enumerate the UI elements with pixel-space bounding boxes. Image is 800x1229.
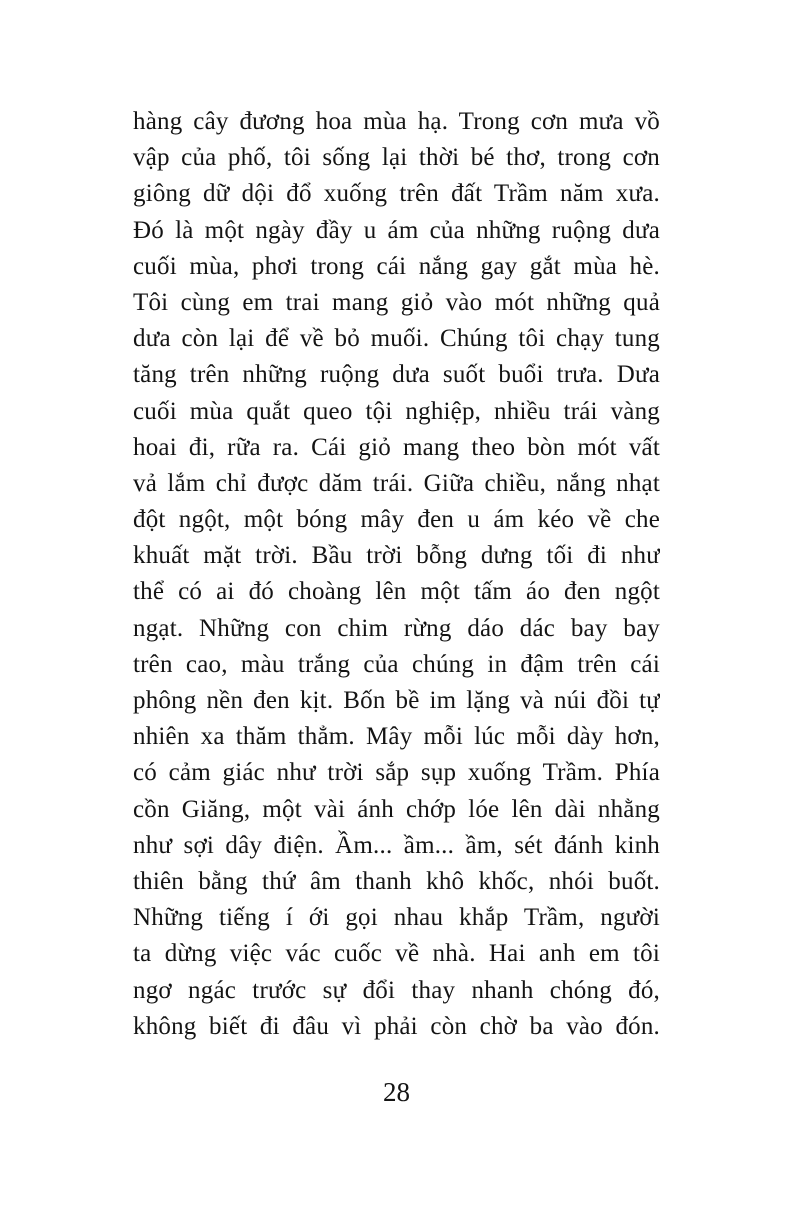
page-number: 28 [383,1077,410,1107]
text-line: thể có ai đó choàng lên một tấm áo đen ngột [133,578,660,606]
text-line: ngơ ngác trước sự đổi thay nhanh chóng đó, [133,976,660,1004]
text-line: có cảm giác như trời sắp sụp xuống Trầm. Phía [133,759,660,787]
text-line: không biết đi đâu vì phải còn chờ ba vào đón. [133,1012,660,1040]
text-line: cồn Giăng, một vài ánh chớp lóe lên dài nhằng [133,795,660,823]
text-line: cuối mùa, phơi trong cái nắng gay gắt mùa hè. [133,252,660,280]
text-line: Những tiếng í ới gọi nhau khắp Trầm, người [133,904,660,932]
text-line: tăng trên những ruộng dưa suốt buổi trưa. Dưa [133,361,660,389]
text-line: ngạt. Những con chim rừng dáo dác bay bay [133,614,660,642]
text-line: hoai đi, rữa ra. Cái giỏ mang theo bòn mót vất [133,433,660,461]
text-line: phông nền đen kịt. Bốn bề im lặng và núi đồi tự [133,687,660,714]
text-line: đột ngột, một bóng mây đen u ám kéo về che [133,506,660,534]
text-line: ta dừng việc vác cuốc về nhà. Hai anh em tôi [133,940,660,968]
text-line: thiên bằng thứ âm thanh khô khốc, nhói buốt. [133,867,660,895]
text-line: nhiên xa thăm thẳm. Mây mỗi lúc mỗi dày hơn, [133,723,660,751]
text-line: vả lắm chỉ được dăm trái. Giữa chiều, nắng nhạt [133,469,660,497]
text-line: Tôi cùng em trai mang giỏ vào mót những quả [133,288,660,316]
text-line: dưa còn lại để về bỏ muối. Chúng tôi chạy tung [133,325,660,353]
text-line: khuất mặt trời. Bầu trời bỗng dưng tối đi như [133,542,660,570]
text-line: như sợi dây điện. Ầm... ầm... ầm, sét đánh kinh [133,831,660,859]
text-line: giông dữ dội đổ xuống trên đất Trầm năm xưa. [133,180,660,208]
text-line: cuối mùa quắt queo tội nghiệp, nhiều trái vàng [133,397,660,425]
text-line: hàng cây đương hoa mùa hạ. Trong cơn mưa vồ [133,108,660,135]
text-line: Đó là một ngày đầy u ám của những ruộng dưa [133,216,660,244]
text-block [133,104,660,1045]
text-line: vập của phố, tôi sống lại thời bé thơ, trong cơn [133,144,660,172]
text-line: trên cao, màu trắng của chúng in đậm trên cái [133,650,660,678]
